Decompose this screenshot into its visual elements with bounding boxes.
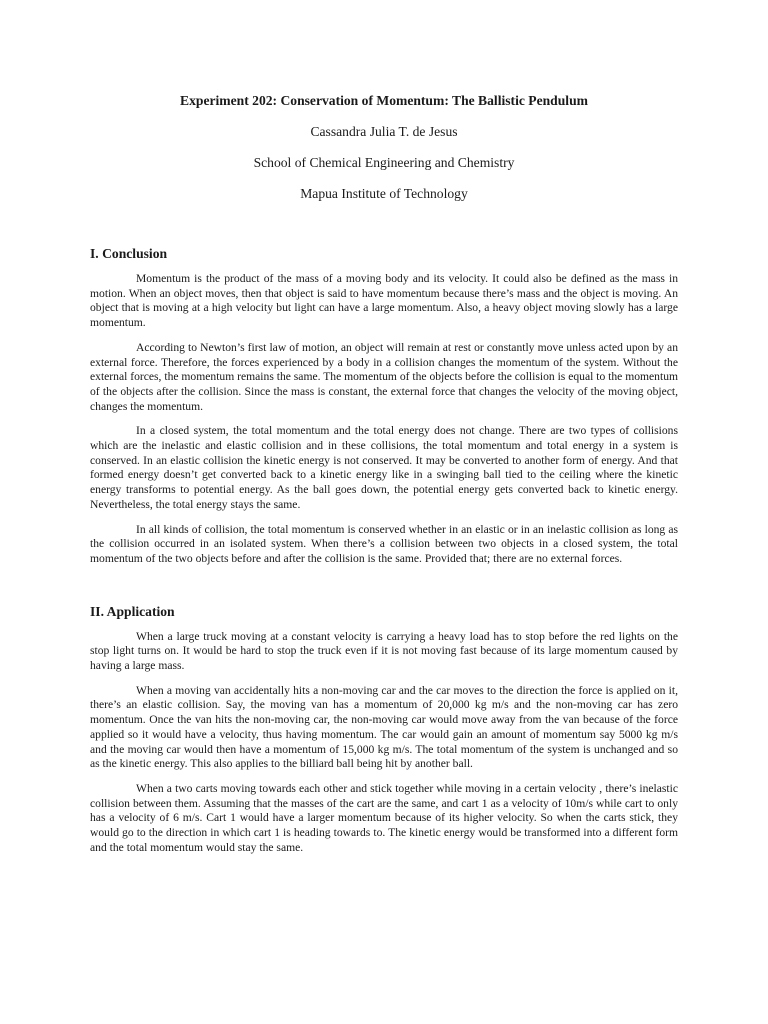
application-paragraph-3: When a two carts moving towards each other and stick together while moving in a certain velocity , there’s inelastic collision between them. Assuming that the masses of the cart are the same, and cart 1 as a velocity of 10m/s while cart to only has a velocity of 6 m/s. Cart 1 would have a larger momentum because of its higher velocity. So when the carts stick, they would go to the direction in which cart 1 is heading towards to. The kinetic energy would be transformed into a different form and the total momentum would stay the same. <box>90 781 678 854</box>
application-paragraph-1: When a large truck moving at a constant velocity is carrying a heavy load has to stop before the red lights on the stop light turns on. It would be hard to stop the truck even if it is not moving fast because of its large momentum caused by having a large mass. <box>90 629 678 673</box>
conclusion-paragraph-1: Momentum is the product of the mass of a moving body and its velocity. It could also be defined as the mass in motion. When an object moves, then that object is said to have momentum because there’s mass and the object is moving. An object that is moving at a high velocity but light can have a large momentum. Also, a heavy object moving slowly has a large momentum. <box>90 272 678 330</box>
conclusion-paragraph-4: In all kinds of collision, the total momentum is conserved whether in an elastic or in an inelastic collision as long as the collision occurred in an isolated system. When there’s a collision between two objects in a closed system, the total momentum of the two objects before and after the collision is the same. Provided that; there are no external forces. <box>90 522 678 565</box>
school-name: School of Chemical Engineering and Chemistry <box>253 155 515 170</box>
conclusion-section <box>90 245 678 567</box>
application-paragraph-2: When a moving van accidentally hits a non-moving car and the car moves to the direction the force is applied on it, there’s an elastic collision. Say, the moving van has a momentum of 20,000 kg m/s and the non-moving car has zero momentum. Once the van hits the non-moving car, the non-moving car would move away from the van because of the force applied so it would have a velocity, thus having momentum. The car would gain an amount of momentum say 5000 kg m/s and the moving car would then have a momentum of 15,000 kg m/s. The total momentum of the system is unchanged and so as the kinetic energy. This also applies to the billiard ball being hit by another ball. <box>90 683 678 771</box>
conclusion-heading: I. Conclusion <box>90 246 168 261</box>
application-heading: II. Application <box>90 603 175 619</box>
conclusion-paragraph-3: In a closed system, the total momentum and the total energy does not change. There are two types of collisions which are the inelastic and elastic collision and in these collisions, the total momentum and total energy in a system is conserved. In an elastic collision the kinetic energy is not conserved. It may be converted to another form of energy. And that formed energy doesn’t get converted back to a kinetic energy like in a swinging ball tied to the ceiling where the kinetic energy transforms to potential energy. As the ball goes down, the potential energy gets converted back to kinetic energy. Nevertheless, the total energy stays the same. <box>90 424 678 511</box>
application-section <box>90 603 678 856</box>
document-title: Experiment 202: Conservation of Momentum: The Ballistic Pendulum <box>180 93 588 108</box>
conclusion-paragraph-2: According to Newton’s first law of motion, an object will remain at rest or constantly move unless acted upon by an external force. Therefore, the forces experienced by a body in a collision changes the momentum of the system. Without the external forces, the momentum remains the same. The momentum of the objects before the collision is equal to the momentum of the objects after the collision. Since the mass is constant, the external force that changes the velocity of the moving object, changes the momentum. <box>90 340 679 413</box>
institute-name: Mapua Institute of Technology <box>300 186 468 201</box>
author-name: Cassandra Julia T. de Jesus <box>310 124 458 139</box>
